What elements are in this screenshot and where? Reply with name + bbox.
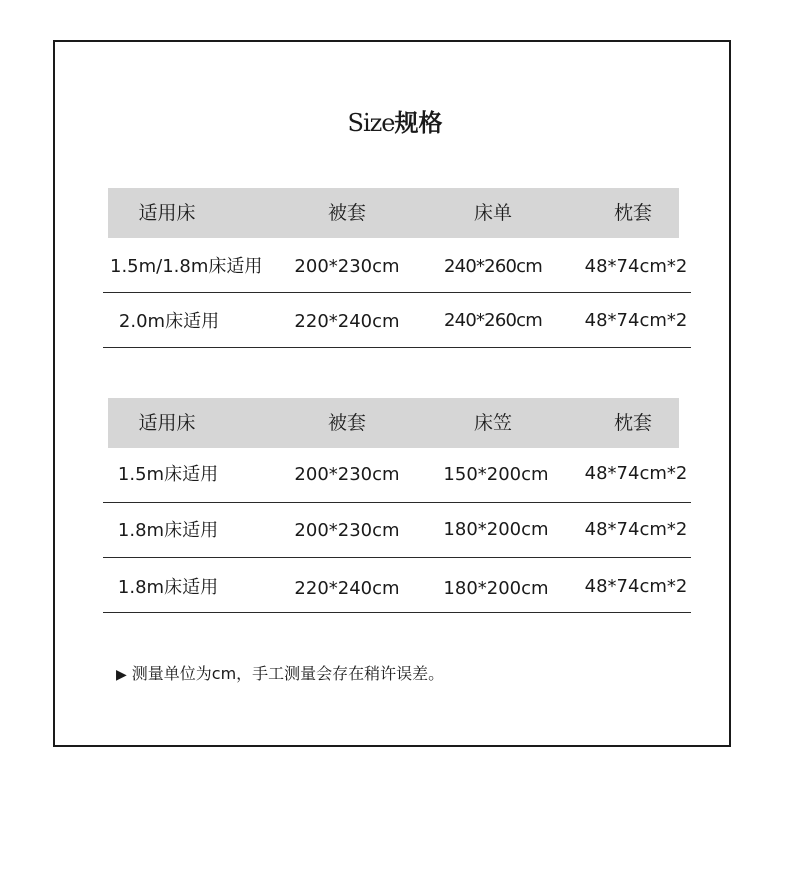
table2-row1-fitted-sheet: 150*200cm bbox=[443, 464, 549, 485]
table1-bottom-rule bbox=[103, 347, 691, 348]
table1-header-bed: 适用床 bbox=[138, 202, 196, 224]
table2-row1-duvet: 200*230cm bbox=[294, 464, 400, 485]
table1-row2-sheet: 240*260cm bbox=[444, 310, 542, 331]
table1-header-pillowcase: 枕套 bbox=[613, 202, 652, 224]
table2-row3-duvet: 220*240cm bbox=[294, 578, 400, 599]
table1-row2-pillowcase: 48*74cm*2 bbox=[584, 310, 688, 331]
measurement-note bbox=[116, 663, 444, 686]
table1-row2-duvet: 220*240cm bbox=[294, 311, 400, 332]
table2-header-pillowcase: 枕套 bbox=[613, 412, 652, 434]
title-en: Size bbox=[347, 109, 395, 137]
title-zh: 规格 bbox=[394, 109, 443, 137]
table2-row1-pillowcase: 48*74cm*2 bbox=[584, 463, 688, 484]
table2-row2-bed: 1.8m床适用 bbox=[117, 520, 219, 541]
note-text: 测量单位为cm，手工测量会存在稍许误差。 bbox=[131, 664, 445, 683]
table2-row2-pillowcase: 48*74cm*2 bbox=[584, 519, 688, 540]
triangle-right-icon: ▶ bbox=[116, 667, 127, 683]
table2-row2-fitted-sheet: 180*200cm bbox=[443, 519, 549, 540]
table2-header-fitted-sheet: 床笠 bbox=[473, 412, 512, 434]
table2-header-bed: 适用床 bbox=[138, 412, 196, 434]
page-title bbox=[0, 107, 790, 139]
table2-row3-pillowcase: 48*74cm*2 bbox=[584, 576, 688, 597]
table2-row-divider-1 bbox=[103, 502, 691, 503]
table2-row3-bed: 1.8m床适用 bbox=[117, 577, 219, 598]
table1-row1-pillowcase: 48*74cm*2 bbox=[584, 256, 688, 277]
table1-row1-duvet: 200*230cm bbox=[294, 256, 400, 277]
table1-header-duvet: 被套 bbox=[327, 202, 366, 224]
table2-row2-duvet: 200*230cm bbox=[294, 520, 400, 541]
table1-row1-bed: 1.5m/1.8m床适用 bbox=[110, 256, 263, 277]
table1-header-sheet: 床单 bbox=[473, 202, 512, 224]
spec-frame bbox=[53, 40, 731, 747]
table1-row2-bed: 2.0m床适用 bbox=[118, 311, 220, 332]
table2-header-duvet: 被套 bbox=[327, 412, 366, 434]
table2-bottom-rule bbox=[103, 612, 691, 613]
table2-row3-fitted-sheet: 180*200cm bbox=[443, 578, 549, 599]
table1-row1-sheet: 240*260cm bbox=[444, 256, 542, 277]
table2-row-divider-2 bbox=[103, 557, 691, 558]
table1-row-divider bbox=[103, 292, 691, 293]
table2-row1-bed: 1.5m床适用 bbox=[117, 464, 219, 485]
